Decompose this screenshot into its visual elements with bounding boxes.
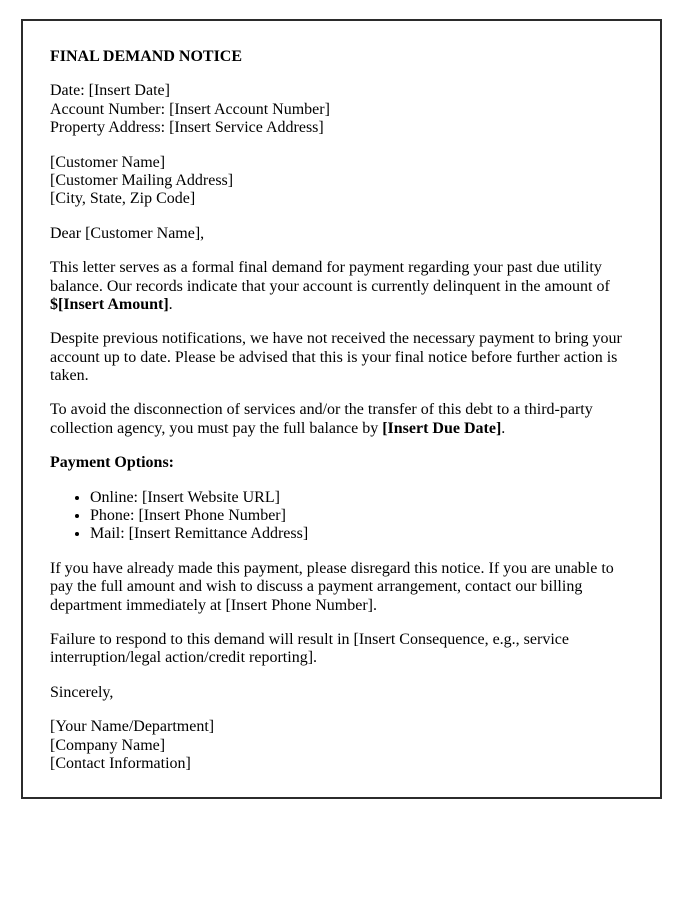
demand-text: This letter serves as a formal final demand for payment regarding your past due utility balance. Our records indicate that your account is currently delinquent in the amount of bbox=[50, 259, 610, 295]
salutation: Dear [Customer Name], bbox=[50, 224, 205, 242]
notice-paragraph: Despite previous notifications, we have not received the necessary payment to bring your account up to date. Please be advised that this is your final notice before further action is taken. bbox=[50, 330, 622, 385]
signature-name-line: [Your Name/Department] bbox=[50, 718, 215, 736]
closing: Sincerely, bbox=[50, 683, 114, 701]
payment-option-online: • Online: [Insert Website URL] bbox=[90, 489, 633, 507]
amount-placeholder: $[Insert Amount] bbox=[50, 295, 169, 313]
letter-title: FINAL DEMAND NOTICE bbox=[50, 48, 243, 65]
customer-mailing-address-line: [Customer Mailing Address] bbox=[50, 171, 234, 189]
consequence-paragraph: Failure to respond to this demand will result in [Insert Consequence, e.g., service interruption/legal action/credit reporting]. bbox=[50, 630, 569, 667]
deadline-text-end: . bbox=[501, 419, 506, 437]
account-number-line: Account Number: [Insert Account Number] bbox=[50, 100, 330, 118]
property-address-line: Property Address: [Insert Service Address] bbox=[50, 119, 324, 137]
meta-block bbox=[50, 82, 633, 137]
letter-container bbox=[21, 19, 662, 799]
deadline-paragraph bbox=[50, 401, 633, 438]
signature-block bbox=[50, 718, 633, 773]
deadline-text: To avoid the disconnection of services and/or the transfer of this debt to a third-party collection agency, you must pay the full balance by bbox=[50, 401, 593, 437]
city-state-zip-line: [City, State, Zip Code] bbox=[50, 190, 196, 208]
customer-name-line: [Customer Name] bbox=[50, 153, 166, 171]
date-line: Date: [Insert Date] bbox=[50, 82, 170, 100]
due-date-placeholder: [Insert Due Date] bbox=[382, 419, 502, 437]
demand-text-end: . bbox=[168, 295, 173, 313]
signature-company-line: [Company Name] bbox=[50, 736, 166, 754]
demand-paragraph bbox=[50, 259, 633, 314]
payment-option-mail: • Mail: [Insert Remittance Address] bbox=[90, 525, 633, 543]
payment-options-list bbox=[50, 489, 633, 544]
payment-option-phone: • Phone: [Insert Phone Number] bbox=[90, 507, 633, 525]
signature-contact-line: [Contact Information] bbox=[50, 754, 191, 772]
payment-options-heading: Payment Options: bbox=[50, 454, 174, 472]
disregard-paragraph: If you have already made this payment, please disregard this notice. If you are unable to pay the full amount and wish to discuss a payment arrangement, contact our billing department immediately at [Insert Phone Number]. bbox=[50, 559, 614, 614]
recipient-block bbox=[50, 154, 633, 209]
